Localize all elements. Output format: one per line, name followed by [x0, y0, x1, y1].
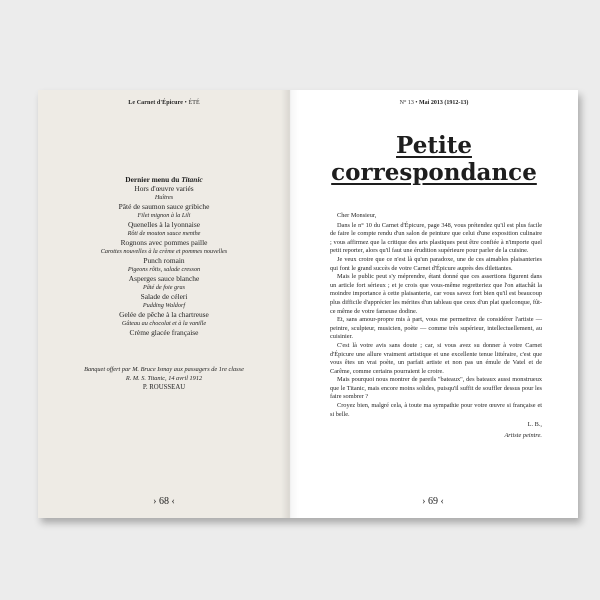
letter-paragraph: Mais le public peut s'y méprendre, étant donné que ces assertions figurent dans un article fort sérieux ; et je crois que vous-même regretteriez que l'on attachât la moindre importance à cette plaisanterie, car vous savez fort bien qu'il est beaucoup plus difficile d'apprécier les mérites d'un tableau que ceux d'un plat quelconque, fût-ce même de votre fameuse dodine. [330, 273, 542, 315]
menu-item: Pâté de foie gras [142, 284, 186, 291]
menu-caption [38, 365, 290, 392]
menu-title: Dernier menu du Titanic [125, 175, 203, 184]
issue-date: Mai 2013 (1912-13) [419, 100, 469, 106]
menu-item: Filet mignon à la Lili [137, 212, 191, 219]
menu-item: Carottes nouvelles à la crème et pommes nouvelles [100, 248, 228, 255]
caption-line: R. M. S. Titanic, 14 avril 1912 [125, 375, 203, 382]
letter-paragraphs [330, 222, 542, 420]
journal-title: Le Carnet d'Épicure [128, 100, 184, 106]
letter-paragraph: Dans le n° 10 du Carnet d'Épicure, page 348, vous prétendez qu'il est plus facile de faire le compte rendu d'un salon de peinture que celui d'une exposition culinaire ; vous affirmez que la critique des arts plastiques peut être confiée à n'importe quel petit reporter, alors qu'il faut une érudition supérieure pour parler de la cuisine. [330, 221, 542, 255]
menu [38, 175, 290, 337]
running-head-right [290, 100, 578, 106]
letter-paragraph: Et, sans amour-propre mis à part, vous me permettrez de considérer l'artiste — peintre, sculpteur, musicien, poète — comme très supérieur, intellectuellement, au cuisinier. [330, 316, 542, 341]
letter-body [330, 212, 542, 440]
menu-item: Quenelles à la lyonnaise [127, 220, 201, 229]
menu-item: Pâté de saumon sauce gribiche [118, 202, 210, 211]
menu-item: Gâteau au chocolat et à la vanille [121, 320, 207, 327]
running-head-left [38, 100, 290, 106]
page-number-right: › 69 ‹ [422, 496, 444, 507]
caption-signature: P. ROUSSEAU [142, 384, 186, 391]
menu-item: Rognons avec pommes paille [120, 238, 208, 247]
menu-items [38, 184, 290, 337]
right-page [290, 90, 578, 518]
menu-item: Pigeons rôtis, salade cresson [127, 266, 201, 273]
menu-item: Huîtres [154, 194, 174, 201]
letter-paragraph: Je veux croire que ce n'est là qu'un paradoxe, une de ces aimables plaisanteries qui font le grand succès de votre Carnet d'Épicure auprès des dilettantes. [330, 255, 542, 272]
menu-item: Gelée de pêche à la chartreuse [119, 310, 209, 319]
menu-item: Salade de céleri [140, 292, 188, 301]
letter-paragraph: C'est là votre avis sans doute ; car, si vous avez su donner à votre Carnet d'Épicure une allure vraiment artistique et une excellente tenue littéraire, c'est que vous êtes un vrai poète, un parfait artiste et non pas un émule de Vatel et de Carême, comme certains pourraient le croire. [330, 341, 542, 375]
menu-item: Asperges sauce blanche [128, 274, 200, 283]
season-label: • ÉTÉ [183, 100, 200, 106]
menu-item: Crème glacée française [129, 328, 199, 337]
page-headline [290, 132, 578, 186]
signature: L. B., [527, 421, 542, 429]
menu-item: Hors d'œuvre variés [134, 184, 194, 193]
menu-item: Rôti de mouton sauce menthe [127, 230, 201, 237]
letter-paragraph: Croyez bien, malgré cela, à toute ma sympathie pour votre œuvre si française et si belle. [330, 402, 542, 418]
menu-item: Punch romain [143, 256, 185, 265]
headline-line-2: correspondance [331, 159, 537, 186]
issue-number: N° 13 • [399, 100, 419, 106]
book-gutter [281, 90, 299, 518]
page-number-left: › 68 ‹ [153, 496, 175, 507]
caption-line: Banquet offert par M. Bruce Ismay aux passagers de 1re classe [84, 366, 244, 373]
book-spread [38, 90, 578, 518]
left-page [38, 90, 290, 518]
menu-item: Pudding Waldorf [142, 302, 186, 309]
salutation: Cher Monsieur, [337, 212, 377, 219]
signature-title: Artiste peintre. [504, 431, 542, 439]
headline-line-1: Petite [396, 132, 472, 159]
letter-paragraph: Mais pourquoi nous montrer de pareils "bateaux", des bateaux aussi monstrueux que le Titanic, mais encore moins solides, puisqu'il suffit de souffler dessus pour les faire sombrer ? [330, 376, 542, 401]
